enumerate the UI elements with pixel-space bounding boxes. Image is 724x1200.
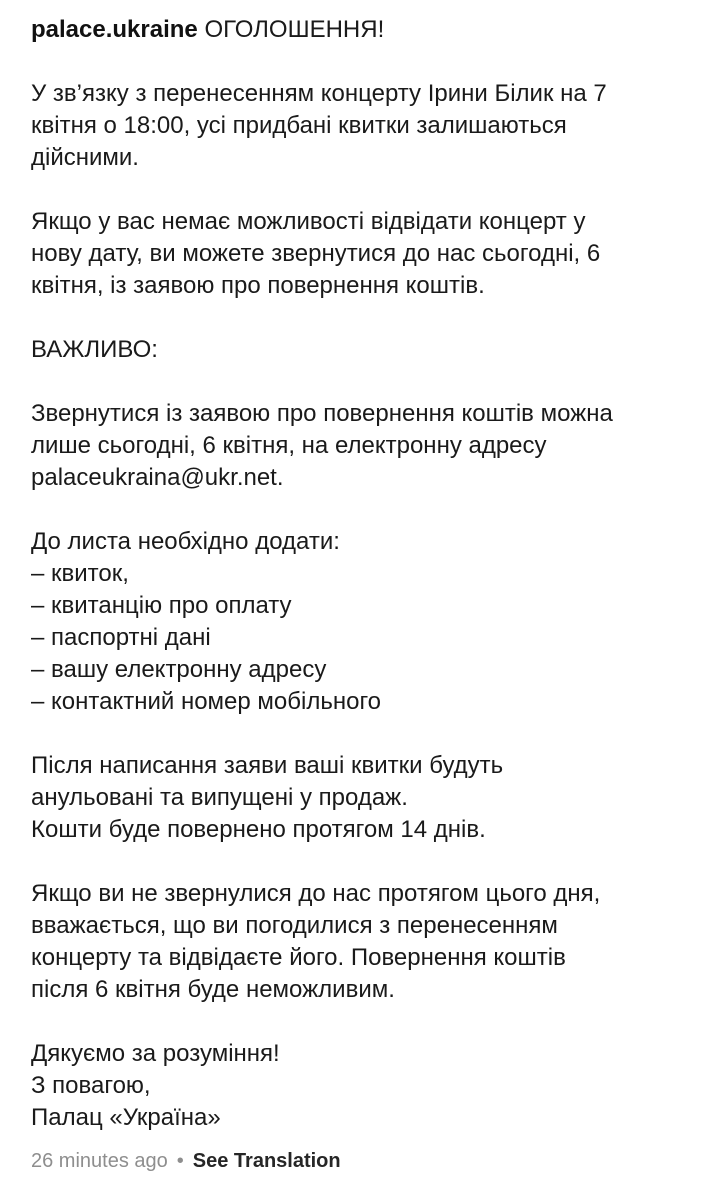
caption-headline: ОГОЛОШЕННЯ!	[204, 16, 385, 43]
caption-line: вважається, що ви погодилися з перенесенням	[31, 912, 558, 939]
caption-paragraph	[31, 206, 711, 302]
post-footer	[31, 1147, 341, 1175]
caption-line: У зв’язку з перенесенням концерту Ірини Білик на 7	[31, 80, 607, 107]
caption-line: ВАЖЛИВО:	[31, 336, 158, 363]
caption-paragraph	[31, 1038, 711, 1134]
see-translation-link[interactable]: See Translation	[192, 1150, 341, 1172]
caption-paragraph	[31, 398, 711, 494]
caption-line: Кошти буде повернено протягом 14 днів.	[31, 816, 486, 843]
post-caption	[31, 14, 711, 1166]
caption-line: – квитанцію про оплату	[31, 592, 292, 619]
caption-line: після 6 квітня буде неможливим.	[31, 976, 395, 1003]
caption-line: – контактний номер мобільного	[31, 688, 382, 715]
caption-paragraph	[31, 750, 711, 846]
caption-line: нову дату, ви можете звернутися до нас сьогодні, 6	[31, 240, 601, 267]
caption-line: анульовані та випущені у продаж.	[31, 784, 408, 811]
caption-line: квітня, із заявою про повернення коштів.	[31, 272, 485, 299]
caption-body	[31, 78, 711, 1134]
caption-line: Звернутися із заявою про повернення коштів можна	[31, 400, 613, 427]
caption-paragraph	[31, 878, 711, 1006]
caption-line: Якщо у вас немає можливості відвідати концерт у	[31, 208, 586, 235]
caption-line: дійсними.	[31, 144, 139, 171]
post-timestamp: 26 minutes ago	[31, 1150, 168, 1172]
caption-line: – квиток,	[31, 560, 129, 587]
separator-dot: •	[176, 1150, 184, 1172]
caption-line: – вашу електронну адресу	[31, 656, 327, 683]
caption-line: З повагою,	[31, 1072, 151, 1099]
caption-line: palaceukraina@ukr.net.	[31, 464, 284, 491]
caption-paragraph	[31, 78, 711, 174]
caption-line: Якщо ви не звернулися до нас протягом цього дня,	[31, 880, 601, 907]
caption-line: лише сьогодні, 6 квітня, на електронну адресу	[31, 432, 547, 459]
caption-line: концерту та відвідаєте його. Повернення коштів	[31, 944, 566, 971]
caption-line: – паспортні дані	[31, 624, 211, 651]
caption-line: квітня о 18:00, усі придбані квитки залишаються	[31, 112, 567, 139]
caption-line: Дякуємо за розуміння!	[31, 1040, 280, 1067]
caption-paragraph	[31, 334, 711, 366]
caption-line: До листа необхідно додати:	[31, 528, 340, 555]
caption-line: Палац «Україна»	[31, 1104, 221, 1131]
caption-paragraph	[31, 526, 711, 718]
caption-header	[31, 14, 711, 46]
caption-line: Після написання заяви ваші квитки будуть	[31, 752, 504, 779]
username-link[interactable]: palace.ukraine	[31, 16, 198, 43]
